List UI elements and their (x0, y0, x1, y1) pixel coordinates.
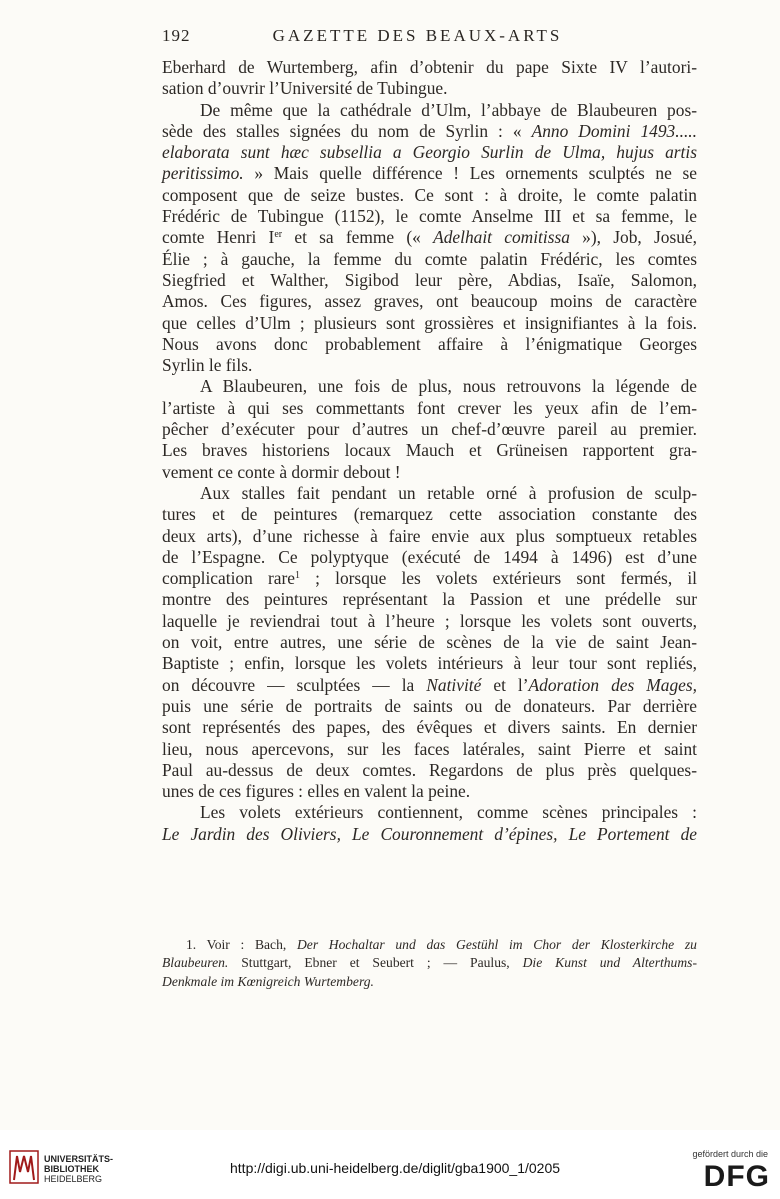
text-line: unes de ces figures : elles en valent la peine. (162, 781, 471, 802)
text-line: l’artiste à qui ses commettants font crever les yeux afin de l’em- (162, 397, 697, 418)
italic-run: Anno Domini 1493..... (531, 120, 697, 141)
text-run: » Mais quelle différence ! Les ornements sculptés ne se (243, 163, 697, 184)
funding-note: gefördert durch die (692, 1149, 768, 1159)
italic-run: Nativité (426, 674, 482, 695)
text-line: Frédéric de Tubingue (1152), le comte Anselme III et sa femme, le (162, 206, 697, 227)
text-line: tures et de peintures (remarquez cette association constante des (162, 504, 697, 525)
text-line: A Blaubeuren, une fois de plus, nous retrouvons la légende de (200, 376, 697, 397)
text-line (162, 142, 697, 163)
text-line: Les volets extérieurs contiennent, comme scènes principales : (200, 802, 697, 823)
text-line: De même que la cathédrale d’Ulm, l’abbaye de Blaubeuren pos- (200, 99, 697, 120)
text-run: »), Job, Josué, (569, 227, 697, 248)
text-line: Syrlin le fils. (162, 355, 253, 376)
text-line: Baptiste ; enfin, lorsque les volets intérieurs à leur tour sont repliés, (162, 653, 697, 674)
text-line (162, 675, 697, 696)
text-line: deux arts), d’une richesse à faire envie aux plus somptueux retables (162, 525, 697, 546)
text-line: montre des peintures représentant la Passion et une prédelle sur (162, 589, 697, 610)
text-run: Stuttgart, Ebner et Seubert ; — Paulus, (228, 955, 523, 971)
text-line: Élie ; à gauche, la femme du comte palatin Frédéric, les comtes (162, 248, 697, 269)
text-line: Siegfried et Walther, Sigibod leur père, Abdias, Isaïe, Salomon, (162, 269, 697, 290)
university-library-logo-icon (9, 1150, 39, 1184)
italic-run: Die Kunst und Alterthums- (522, 955, 697, 971)
italic-run: Adoration des Mages, (528, 674, 697, 695)
text-line (162, 163, 697, 184)
running-title: GAZETTE DES BEAUX-ARTS (272, 26, 563, 45)
source-url-link[interactable]: http://digi.ub.uni-heidelberg.de/diglit/gba1900_1/0205 (230, 1160, 561, 1176)
library-name-line: BIBLIOTHEK (44, 1164, 99, 1174)
text-line: vement ce conte à dormir debout ! (162, 461, 401, 482)
text-line: de l’Espagne. Ce polyptyque (exécuté de 1494 à 1496) est d’une (162, 546, 697, 567)
superscript: er (274, 229, 283, 241)
text-line (162, 227, 697, 248)
text-run: et l’ (481, 674, 529, 695)
text-line: que celles d’Ulm ; plusieurs sont grossières et insignifiantes à la fois. (162, 312, 697, 333)
text-line: Amos. Ces figures, assez graves, ont beaucoup moins de caractère (162, 291, 697, 312)
text-line: Aux stalles fait pendant un retable orné à profusion de sculp- (200, 482, 697, 503)
page-header (140, 26, 695, 50)
footnote-line (162, 954, 697, 972)
italic-run: Denkmale im Kœnigreich Wurtemberg. (162, 973, 374, 989)
page-number: 192 (162, 26, 191, 45)
text-run: ; lorsque les volets extérieurs sont fermés, il (299, 568, 697, 589)
text-line: Les braves historiens locaux Mauch et Grüneisen rapportent gra- (162, 440, 697, 461)
text-line: Nous avons donc probablement affaire à l’énigmatique Georges (162, 333, 697, 354)
dfg-logo: DFG (703, 1160, 770, 1193)
footnote-line (162, 973, 697, 991)
text-line: on voit, entre autres, une série de scènes de la vie de saint Jean- (162, 632, 697, 653)
text-line: composent que de seize bustes. Ce sont : à droite, le comte palatin (162, 184, 697, 205)
italic-run: elaborata sunt hæc subsellia a Georgio Surlin de Ulma, hujus artis (162, 142, 697, 163)
text-line: pêcher d’exécuter pour d’autres un chef-d’œuvre pareil au premier. (162, 419, 697, 440)
footnote-ref: 1 (294, 570, 300, 582)
library-name (44, 1154, 113, 1184)
footnote (162, 936, 697, 991)
text-line: Paul au-dessus de deux comtes. Regardons de plus près quelques- (162, 759, 697, 780)
italic-run: Blaubeuren. (162, 955, 229, 971)
text-line: laquelle je reviendrai tout à l’heure ; lorsque les volets sont ouverts, (162, 610, 697, 631)
text-line: puis une série de portraits de saints ou de donateurs. Par derrière (162, 695, 697, 716)
italic-run: peritissimo. (162, 163, 244, 184)
text-run: sède des stalles signées du nom de Syrlin : « (162, 120, 532, 141)
italic-run: Le Jardin des Oliviers, Le Couronnement d’épines, Le Portement de (162, 823, 697, 844)
library-name-line: UNIVERSITÄTS- (44, 1154, 114, 1164)
text-line (162, 824, 697, 845)
text-line: lieu, nous apercevons, sur les faces latérales, saint Pierre et saint (162, 738, 697, 759)
article-body (162, 57, 697, 845)
text-run: on découvre — sculptées — la (162, 674, 427, 695)
italic-run: Adelhait comitissa (433, 227, 570, 248)
text-line (162, 568, 697, 589)
library-name-line: HEIDELBERG (44, 1174, 103, 1184)
text-line (162, 121, 697, 142)
text-line: sation d’ouvrir l’Université de Tubingue. (162, 78, 448, 99)
text-line: Eberhard de Wurtemberg, afin d’obtenir du pape Sixte IV l’autori- (162, 57, 697, 77)
text-line: sont représentés des papes, des évêques et divers saints. En dernier (162, 717, 697, 738)
footnote-line (162, 936, 697, 954)
text-run: comte Henri I (162, 227, 275, 248)
italic-run: Der Hochaltar und das Gestühl im Chor der Klosterkirche zu (296, 937, 697, 952)
text-run: et sa femme (« (282, 227, 434, 248)
text-run: 1. Voir : Bach, (186, 937, 297, 952)
text-run: complication rare (162, 568, 295, 589)
